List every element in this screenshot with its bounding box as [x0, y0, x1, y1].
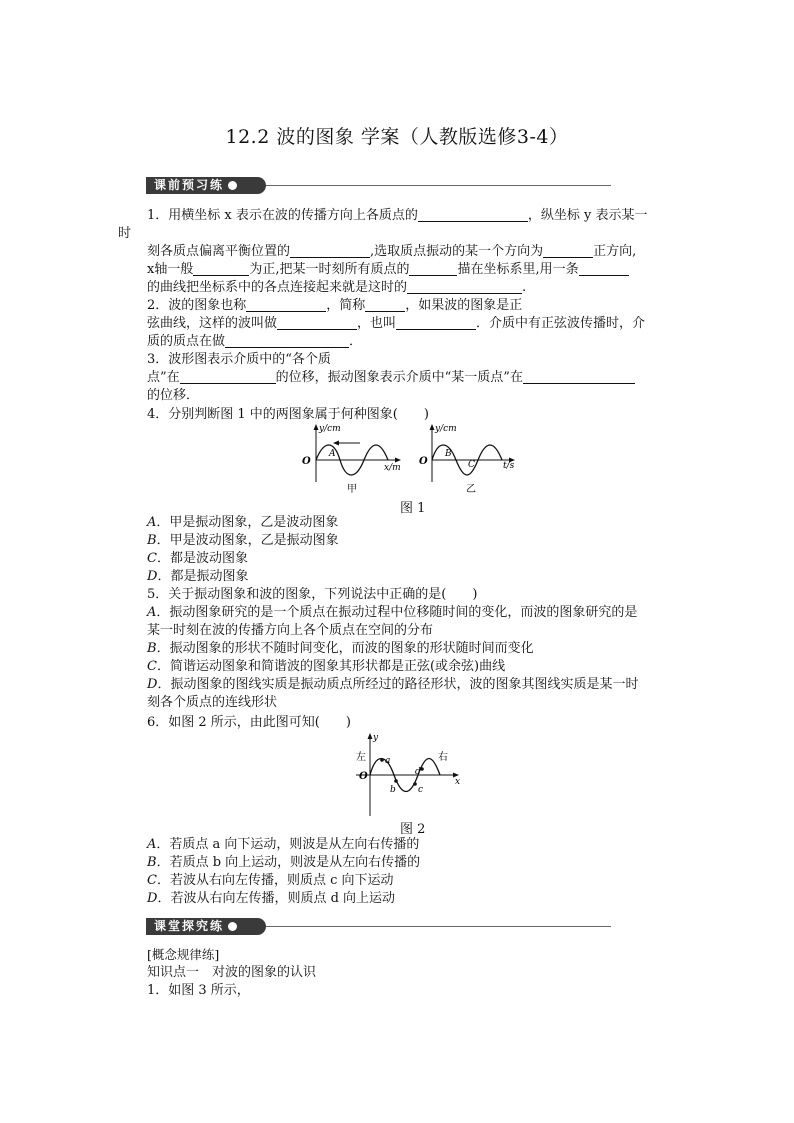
- subsection-heading: [概念规律练]: [147, 947, 220, 962]
- point-label: B: [445, 449, 452, 459]
- answer-blank[interactable]: [543, 244, 593, 258]
- axis-label: x/m: [384, 463, 401, 473]
- q4-option-c[interactable]: C．都是波动图象: [147, 551, 248, 566]
- page-title: 12.2 波的图象 学案（人教版选修3-4）: [225, 126, 569, 148]
- q1-line3: 刻各质点偏离平衡位置的 ,选取质点振动的某一个方向为 正方向,: [147, 244, 637, 259]
- answer-blank[interactable]: [193, 262, 249, 276]
- direction-label-right: 右: [438, 752, 448, 763]
- q5-option-d[interactable]: D．振动图象的图线实质是振动质点所经过的路径形状，波的图象其图线实质是某一时: [147, 677, 639, 692]
- graph-name: 乙: [466, 484, 476, 495]
- figure-1-wave-graph: [302, 424, 401, 495]
- answer-blank[interactable]: [180, 370, 276, 384]
- answer-blank[interactable]: [290, 244, 370, 258]
- q1-line1: 1．用横坐标 x 表示在波的传播方向上各质点的 ，纵坐标 y 表示某一: [147, 208, 648, 223]
- figure-1-caption: 图 1: [400, 501, 426, 516]
- q2-line3: 质的质点在做 ．: [147, 334, 363, 349]
- answer-blank[interactable]: [579, 262, 629, 276]
- bullet-dot-icon: [228, 922, 237, 931]
- figure-2: [352, 728, 468, 820]
- q3-line2: 点”在 的位移，振动图象表示介质中“某一质点”在: [147, 369, 635, 387]
- origin-label: O: [359, 771, 368, 782]
- point-label: c: [418, 785, 424, 795]
- answer-blank[interactable]: [246, 298, 326, 312]
- q5-option-a[interactable]: A．振动图象研究的是一个质点在振动过程中位移随时间的变化，而波的图象研究的是: [147, 605, 638, 620]
- figure-1: [300, 422, 530, 498]
- axis-label: y: [373, 733, 379, 743]
- axis-label: t/s: [503, 461, 515, 471]
- answer-blank[interactable]: [277, 316, 357, 330]
- q6-stem: 6．如图 2 所示，由此图可知( ): [147, 715, 351, 730]
- q5-stem: 5．关于振动图象和波的图象，下列说法中正确的是( ): [147, 587, 478, 602]
- q1-line5: 的曲线把坐标系中的各点连接起来就是这时的 .: [147, 280, 527, 295]
- q2-line1: 2．波的图象也称 ，简称 ，如果波的图象是正: [147, 298, 523, 313]
- axis-label: y/cm: [319, 424, 341, 434]
- q5-option-c[interactable]: C．简谐运动图象和简谐波的图象其形状都是正弦(或余弦)曲线: [147, 659, 506, 674]
- q1-line2: 时: [118, 226, 132, 241]
- figure-1-vibration-graph: [419, 424, 515, 495]
- point-label: b: [390, 785, 396, 795]
- q6-option-a[interactable]: A．若质点 a 向下运动，则波是从左向右传播的: [147, 837, 420, 852]
- axis-label: y/cm: [435, 424, 457, 434]
- answer-blank[interactable]: [409, 262, 457, 276]
- point-label: C: [468, 460, 475, 470]
- q4-option-d[interactable]: D．都是振动图象: [147, 569, 249, 584]
- q2-line2: 弦曲线，这样的波叫做 ，也叫 ．介质中有正弦波传播时，介: [147, 316, 646, 331]
- answer-blank[interactable]: [365, 298, 405, 312]
- answer-blank[interactable]: [225, 334, 349, 348]
- graph-name: 甲: [347, 484, 357, 495]
- q3-line1: 3．波形图表示介质中的“各个质: [147, 352, 331, 367]
- point-label: A: [329, 449, 336, 459]
- q5-option-d-cont: 刻各个质点的连线形状: [147, 695, 278, 710]
- q4-stem: 4．分别判断图 1 中的两图象属于何种图象( ): [147, 407, 429, 422]
- answer-blank[interactable]: [523, 370, 635, 384]
- section-divider: [266, 926, 611, 927]
- bullet-dot-icon: [228, 181, 237, 190]
- part2-q1-stem: 1．如图 3 所示，: [147, 983, 250, 998]
- q4-option-a[interactable]: A．甲是振动图象，乙是波动图象: [147, 515, 339, 530]
- knowledge-point-heading: 知识点一 对波的图象的认识: [147, 965, 317, 980]
- point-label: a: [385, 756, 391, 766]
- section-label: 课前预习练: [154, 178, 225, 192]
- origin-label: O: [302, 456, 311, 467]
- q4-option-b[interactable]: B．甲是波动图象，乙是振动图象: [147, 533, 339, 548]
- axis-label: x: [455, 777, 461, 787]
- section-label: 课堂探究练: [154, 919, 225, 933]
- q6-option-b[interactable]: B．若质点 b 向上运动，则波是从左向右传播的: [147, 855, 421, 870]
- q6-option-d[interactable]: D．若波从右向左传播，则质点 d 向上运动: [147, 891, 396, 906]
- q6-option-c[interactable]: C．若波从右向左传播，则质点 c 向下运动: [147, 873, 394, 888]
- answer-blank[interactable]: [396, 316, 476, 330]
- direction-label-left: 左: [356, 752, 366, 763]
- answer-blank[interactable]: [418, 208, 528, 222]
- answer-blank[interactable]: [407, 280, 522, 294]
- q3-line3: 的位移．: [147, 388, 200, 403]
- q5-option-b[interactable]: B．振动图象的形状不随时间变化，而波的图象的形状随时间而变化: [147, 641, 534, 656]
- origin-label: O: [419, 456, 428, 467]
- point-label: d: [415, 767, 421, 777]
- q5-option-a-cont: 某一时刻在波的传播方向上各个质点在空间的分布: [147, 623, 434, 638]
- section-divider: [266, 185, 611, 186]
- q1-line4: x轴一般 为正,把某一时刻所有质点的 描在坐标系里,用一条: [147, 261, 629, 279]
- figure-2-caption: 图 2: [400, 822, 426, 837]
